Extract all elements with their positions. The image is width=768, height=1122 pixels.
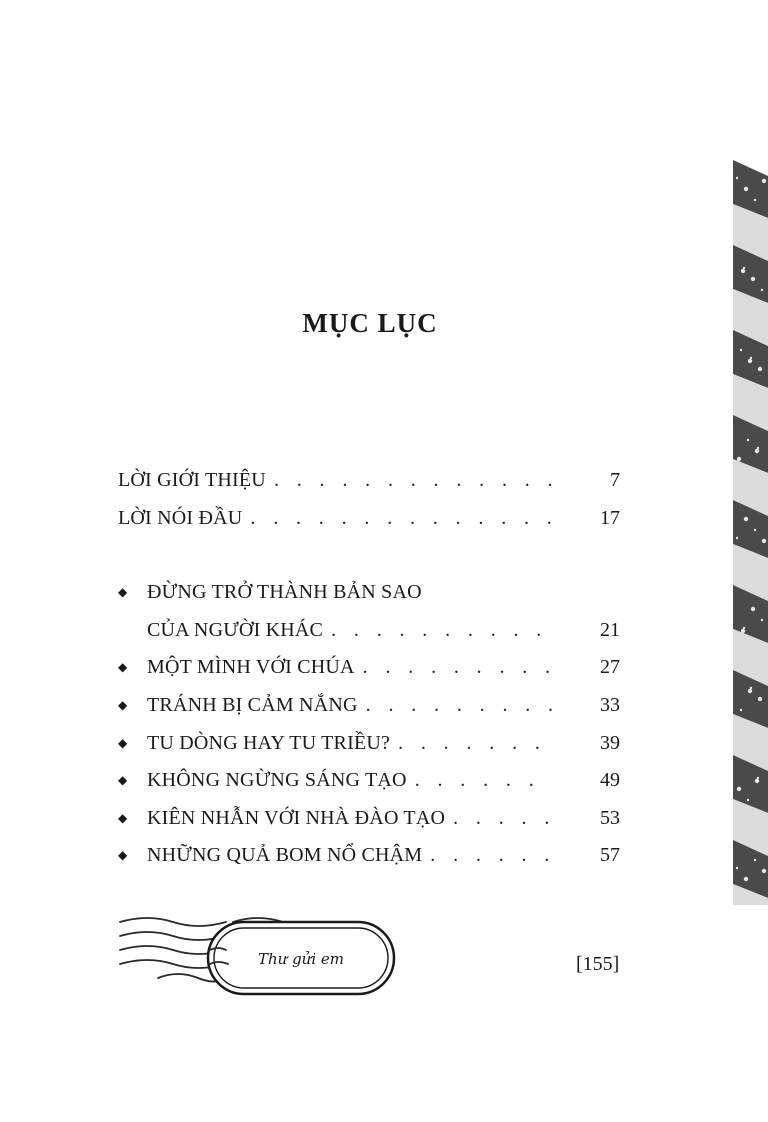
leader-dots xyxy=(363,649,552,687)
page-number: [155] xyxy=(576,953,620,975)
diamond-bullet-icon: ◆ xyxy=(118,735,128,750)
edge-speck xyxy=(754,859,756,861)
toc-entry[interactable] xyxy=(118,462,620,500)
edge-speck xyxy=(762,179,766,183)
edge-speck xyxy=(744,187,748,191)
toc-entry-page: 57 xyxy=(600,844,620,867)
edge-speck xyxy=(740,349,742,351)
toc-entry-label: TRÁNH BỊ CẢM NẮNG xyxy=(147,693,358,716)
edge-speck xyxy=(748,689,752,693)
toc-entry[interactable] xyxy=(118,800,620,838)
toc-entry[interactable] xyxy=(118,725,620,763)
leader-dots xyxy=(453,800,552,838)
diamond-bullet-icon: ◆ xyxy=(118,585,128,600)
leader-dots xyxy=(430,837,552,875)
table-of-contents xyxy=(118,462,620,875)
edge-speck xyxy=(744,877,748,881)
toc-entry-page: 17 xyxy=(600,506,620,529)
leader-dots xyxy=(331,612,552,650)
toc-entry-label: CỦA NGƯỜI KHÁC xyxy=(147,618,324,641)
edge-speck xyxy=(762,539,766,543)
edge-speck xyxy=(736,177,738,179)
toc-entry[interactable] xyxy=(118,574,620,612)
edge-speck xyxy=(754,199,756,201)
toc-entry-page: 33 xyxy=(600,693,620,716)
edge-speck xyxy=(751,607,755,611)
toc-entry-page: 39 xyxy=(600,731,620,754)
toc-entry-label: NHỮNG QUẢ BOM NỔ CHẬM xyxy=(147,844,423,867)
toc-entry[interactable] xyxy=(118,612,620,650)
toc-entry[interactable] xyxy=(118,500,620,538)
diamond-bullet-icon: ◆ xyxy=(118,660,128,675)
leader-dots xyxy=(366,687,552,725)
striped-edge-decoration xyxy=(733,160,768,905)
postmark-stamp-icon xyxy=(118,912,408,1002)
toc-entry-label: LỜI GIỚI THIỆU xyxy=(118,469,266,491)
toc-entry-label: LỜI NÓI ĐẦU xyxy=(118,506,243,529)
edge-speck xyxy=(762,869,766,873)
toc-entry-label: MỘT MÌNH VỚI CHÚA xyxy=(147,656,355,679)
toc-entry-label: KIÊN NHẪN VỚI NHÀ ĐÀO TẠO xyxy=(147,806,446,829)
toc-entry-page: 27 xyxy=(600,656,620,679)
page-title: MỤC LỤC xyxy=(302,308,438,338)
toc-entry-page: 7 xyxy=(610,469,620,491)
toc-entry-page: 49 xyxy=(600,769,620,792)
edge-speck xyxy=(736,867,738,869)
diamond-bullet-icon: ◆ xyxy=(118,848,128,863)
edge-speck xyxy=(741,269,745,273)
edge-speck xyxy=(748,359,752,363)
edge-speck xyxy=(751,277,755,281)
leader-dots xyxy=(250,500,552,538)
edge-speck xyxy=(740,709,742,711)
toc-entry[interactable] xyxy=(118,837,620,875)
edge-speck xyxy=(755,449,759,453)
edge-speck xyxy=(761,289,763,291)
toc-entry[interactable] xyxy=(118,687,620,725)
edge-speck xyxy=(744,517,748,521)
leader-dots xyxy=(415,762,552,800)
toc-entry-label: KHÔNG NGỪNG SÁNG TẠO xyxy=(147,769,407,792)
toc-entry[interactable] xyxy=(118,762,620,800)
toc-entry[interactable] xyxy=(118,649,620,687)
edge-speck xyxy=(761,619,763,621)
diamond-bullet-icon: ◆ xyxy=(118,773,128,788)
edge-speck xyxy=(754,529,756,531)
toc-entry-label: ĐỪNG TRỞ THÀNH BẢN SAO xyxy=(147,581,422,604)
edge-speck xyxy=(755,779,759,783)
leader-dots xyxy=(398,725,552,763)
toc-entry-page: 53 xyxy=(600,806,620,829)
diamond-bullet-icon: ◆ xyxy=(118,697,128,712)
toc-entry-page: 21 xyxy=(600,618,620,641)
edge-speck xyxy=(737,457,741,461)
leader-dots xyxy=(274,462,552,500)
edge-speck xyxy=(737,787,741,791)
toc-entry-label: TU DÒNG HAY TU TRIỀU? xyxy=(147,731,391,754)
edge-speck xyxy=(747,799,749,801)
edge-speck xyxy=(758,697,762,701)
edge-speck xyxy=(736,537,738,539)
stamp-text: Thư gửi em xyxy=(257,950,345,968)
edge-speck xyxy=(758,367,762,371)
diamond-bullet-icon: ◆ xyxy=(118,810,128,825)
edge-speck xyxy=(747,439,749,441)
